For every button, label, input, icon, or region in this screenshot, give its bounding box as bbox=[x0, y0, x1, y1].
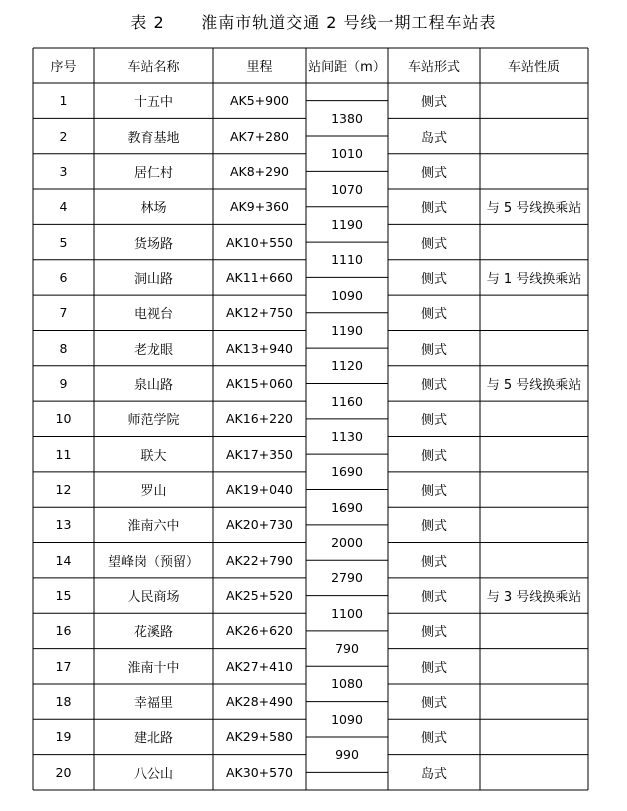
row-distance: 1090 bbox=[331, 287, 363, 303]
row-station-name: 人民商场 bbox=[127, 590, 180, 606]
row-station-name: 八公山 bbox=[133, 766, 173, 782]
row-form: 侧式 bbox=[420, 696, 447, 712]
row-mileage: AK27+410 bbox=[226, 658, 293, 674]
row-form: 侧式 bbox=[420, 731, 447, 747]
row-form: 侧式 bbox=[420, 484, 447, 500]
row-mileage: AK10+550 bbox=[226, 234, 293, 250]
row-form: 岛式 bbox=[420, 766, 447, 782]
row-no: 17 bbox=[55, 658, 72, 674]
row-nature bbox=[480, 154, 588, 189]
row-no: 13 bbox=[55, 517, 72, 533]
row-no: 12 bbox=[55, 482, 72, 498]
row-no: 6 bbox=[59, 269, 68, 285]
header-form: 车站形式 bbox=[407, 60, 460, 75]
row-nature bbox=[480, 613, 588, 648]
row-station-name: 货场路 bbox=[133, 236, 173, 252]
row-mileage: AK28+490 bbox=[226, 694, 293, 710]
row-nature bbox=[480, 719, 588, 754]
row-distance: 2790 bbox=[331, 570, 363, 586]
row-no: 11 bbox=[55, 446, 72, 462]
row-distance: 1130 bbox=[331, 428, 363, 444]
row-station-name: 泉山路 bbox=[133, 377, 173, 393]
row-no: 20 bbox=[55, 764, 72, 780]
row-station-name: 淮南十中 bbox=[127, 660, 180, 676]
row-distance: 1120 bbox=[331, 358, 363, 374]
row-nature: 与 3 号线换乘站 bbox=[486, 590, 582, 606]
row-nature bbox=[480, 755, 588, 790]
row-nature bbox=[480, 472, 588, 507]
row-station-name: 教育基地 bbox=[127, 130, 180, 146]
row-nature bbox=[480, 401, 588, 436]
row-no: 16 bbox=[55, 623, 72, 639]
row-nature bbox=[480, 437, 588, 472]
row-distance: 1190 bbox=[331, 216, 363, 232]
row-mileage: AK17+350 bbox=[226, 446, 293, 462]
row-form: 岛式 bbox=[420, 130, 447, 146]
row-distance: 1090 bbox=[331, 711, 363, 727]
row-mileage: AK15+060 bbox=[226, 375, 293, 391]
row-station-name: 老龙眼 bbox=[133, 342, 173, 358]
row-mileage: AK5+900 bbox=[229, 93, 290, 109]
row-form: 侧式 bbox=[420, 519, 447, 535]
row-no: 18 bbox=[55, 694, 72, 710]
row-no: 19 bbox=[55, 729, 72, 745]
row-nature: 与 5 号线换乘站 bbox=[486, 201, 582, 217]
row-station-name: 建北路 bbox=[133, 731, 173, 747]
row-station-name: 淮南六中 bbox=[127, 519, 180, 535]
row-form: 侧式 bbox=[420, 201, 447, 217]
header-nature: 车站性质 bbox=[507, 60, 560, 75]
header-distance: 站间距（m） bbox=[308, 60, 386, 75]
row-station-name: 十五中 bbox=[133, 95, 173, 111]
row-no: 10 bbox=[55, 411, 72, 427]
row-no: 3 bbox=[59, 163, 68, 179]
row-station-name: 林场 bbox=[140, 201, 167, 217]
row-nature bbox=[480, 330, 588, 365]
row-mileage: AK9+360 bbox=[229, 199, 290, 215]
row-mileage: AK19+040 bbox=[226, 482, 293, 498]
row-nature bbox=[480, 295, 588, 330]
header-no: 序号 bbox=[50, 60, 77, 75]
row-station-name: 罗山 bbox=[140, 484, 167, 500]
row-form: 侧式 bbox=[420, 342, 447, 358]
row-distance: 1100 bbox=[331, 605, 363, 621]
row-distance: 990 bbox=[335, 747, 359, 763]
row-nature bbox=[480, 118, 588, 153]
row-station-name: 花溪路 bbox=[133, 625, 173, 641]
row-distance: 2000 bbox=[331, 535, 363, 551]
row-form: 侧式 bbox=[420, 165, 447, 181]
row-distance: 1690 bbox=[331, 464, 363, 480]
row-no: 9 bbox=[59, 375, 68, 391]
row-form: 侧式 bbox=[420, 590, 447, 606]
row-form: 侧式 bbox=[420, 271, 447, 287]
row-nature bbox=[480, 507, 588, 542]
row-mileage: AK22+790 bbox=[226, 552, 293, 568]
row-mileage: AK8+290 bbox=[229, 163, 290, 179]
table-title: 表 2 淮南市轨道交通 2 号线一期工程车站表 bbox=[130, 13, 497, 32]
row-nature bbox=[480, 83, 588, 118]
row-no: 1 bbox=[59, 93, 68, 109]
row-no: 5 bbox=[59, 234, 68, 250]
row-station-name: 联大 bbox=[140, 448, 167, 464]
row-form: 侧式 bbox=[420, 554, 447, 570]
row-form: 侧式 bbox=[420, 95, 447, 111]
row-form: 侧式 bbox=[420, 307, 447, 323]
row-no: 8 bbox=[59, 340, 68, 356]
row-station-name: 师范学院 bbox=[127, 413, 180, 429]
row-mileage: AK16+220 bbox=[226, 411, 293, 427]
row-nature: 与 1 号线换乘站 bbox=[486, 271, 582, 287]
row-distance: 1010 bbox=[331, 146, 363, 162]
row-distance: 1190 bbox=[331, 322, 363, 338]
row-station-name: 望峰岗（预留） bbox=[107, 554, 199, 570]
row-distance: 1110 bbox=[331, 252, 363, 268]
row-nature bbox=[480, 684, 588, 719]
row-mileage: AK7+280 bbox=[229, 128, 290, 144]
row-form: 侧式 bbox=[420, 448, 447, 464]
row-distance: 1380 bbox=[331, 110, 363, 126]
row-distance: 1690 bbox=[331, 499, 363, 515]
row-distance: 1080 bbox=[331, 676, 363, 692]
row-no: 15 bbox=[55, 588, 72, 604]
row-distance: 1160 bbox=[331, 393, 363, 409]
row-mileage: AK13+940 bbox=[226, 340, 293, 356]
row-mileage: AK12+750 bbox=[226, 305, 293, 321]
row-station-name: 幸福里 bbox=[133, 696, 173, 712]
row-mileage: AK29+580 bbox=[226, 729, 293, 745]
row-form: 侧式 bbox=[420, 413, 447, 429]
row-nature bbox=[480, 543, 588, 578]
row-mileage: AK26+620 bbox=[226, 623, 293, 639]
row-nature bbox=[480, 649, 588, 684]
row-mileage: AK25+520 bbox=[226, 588, 293, 604]
row-station-name: 居仁村 bbox=[133, 165, 173, 181]
header-mileage: 里程 bbox=[246, 60, 273, 75]
row-station-name: 洞山路 bbox=[133, 271, 173, 287]
row-distance: 1070 bbox=[331, 181, 363, 197]
row-nature bbox=[480, 224, 588, 259]
row-mileage: AK11+660 bbox=[226, 269, 293, 285]
row-station-name: 电视台 bbox=[133, 307, 173, 323]
row-form: 侧式 bbox=[420, 660, 447, 676]
row-form: 侧式 bbox=[420, 377, 447, 393]
row-no: 4 bbox=[59, 199, 68, 215]
row-no: 14 bbox=[55, 552, 72, 568]
row-form: 侧式 bbox=[420, 236, 447, 252]
row-nature: 与 5 号线换乘站 bbox=[486, 377, 582, 393]
row-no: 7 bbox=[59, 305, 68, 321]
row-no: 2 bbox=[59, 128, 68, 144]
row-mileage: AK20+730 bbox=[226, 517, 293, 533]
row-distance: 790 bbox=[335, 641, 359, 657]
row-form: 侧式 bbox=[420, 625, 447, 641]
header-station-name: 车站名称 bbox=[127, 60, 180, 75]
row-mileage: AK30+570 bbox=[226, 764, 293, 780]
